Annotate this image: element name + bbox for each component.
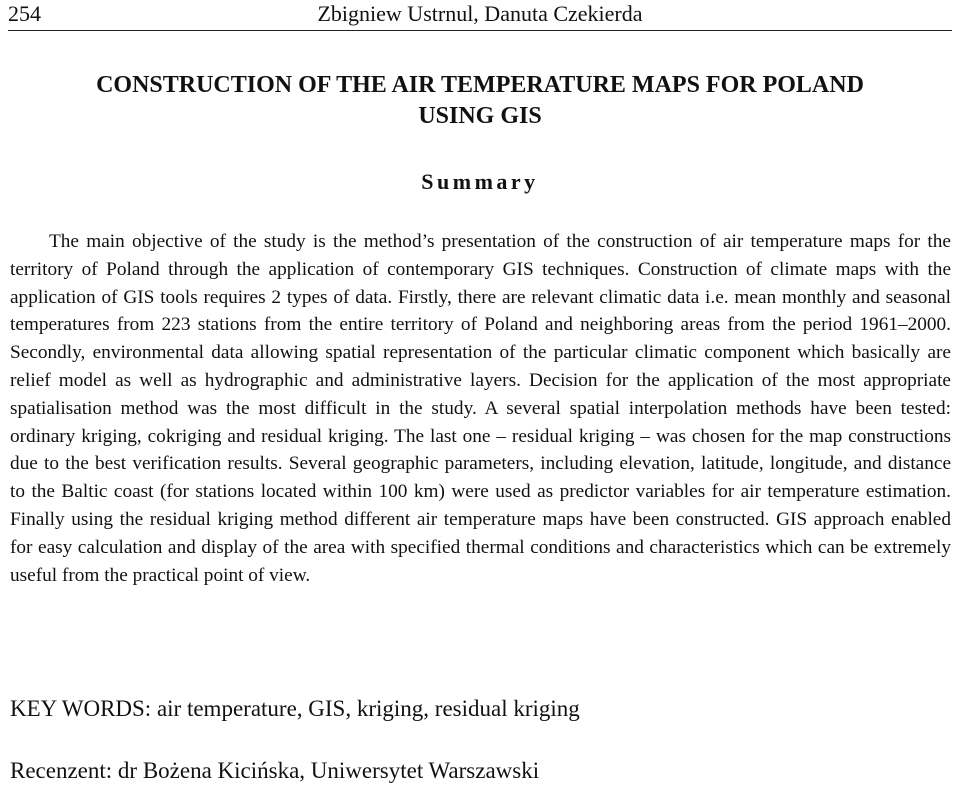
summary-heading: Summary [421, 169, 539, 194]
article-title [20, 70, 940, 132]
keywords: KEY WORDS: air temperature, GIS, kriging, residual kriging [10, 696, 580, 721]
page-number: 254 [8, 1, 41, 26]
summary-text: The main objective of the study is the method’s presentation of the construction of air temperature maps for the territory of Poland through the application of contemporary GIS techniques. Construction of climate maps with the application of GIS tools requires 2 types of data. Firstly, there are relevant climatic data i.e. mean monthly and seasonal temperatures from 223 stations from the entire territory of Poland and neighboring areas from the period 1961–2000. Secondly, environmental data allowing spatial representation of the particular climatic component which basically are relief model as well as hydrographic and administrative layers. Decision for the application of the most appropriate spatialisation method was the most difficult in the study. A several spatial interpolation methods have been tested: ordinary kriging, cokriging and residual kriging. The last one – residual kriging – was chosen for the map constructions due to the best verification results. Several geographic parameters, including elevation, latitude, longitude, and distance to the Baltic coast (for stations located within 100 km) were used as predictor variables for air temperature estimation. Finally using the residual kriging method different air temperature maps have been constructed. GIS approach enabled for easy calculation and display of the area with specified thermal conditions and characteristics which can be extremely useful from the practical point of view. [10, 231, 951, 586]
title-line-2: USING GIS [418, 103, 542, 129]
running-head: Zbigniew Ustrnul, Danuta Czekierda [317, 1, 643, 26]
title-line-1: CONSTRUCTION OF THE AIR TEMPERATURE MAPS FOR POLAND [96, 72, 864, 98]
reviewer-note: Recenzent: dr Bożena Kicińska, Uniwersytet Warszawski [10, 758, 540, 783]
page-header [8, 0, 952, 31]
